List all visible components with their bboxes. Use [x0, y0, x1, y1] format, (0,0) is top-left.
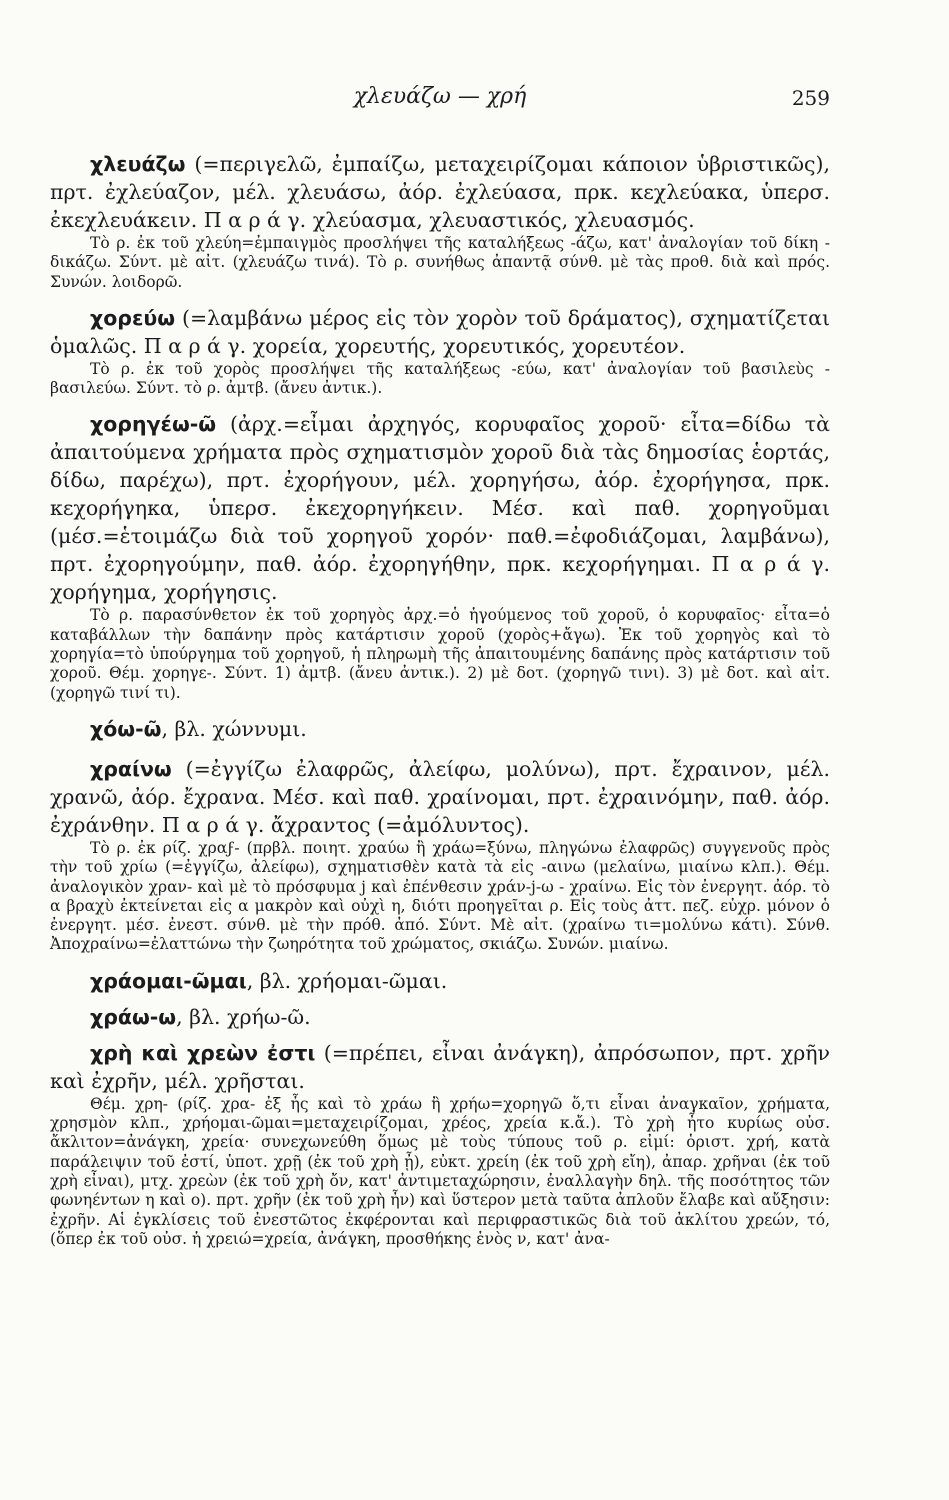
entry-main-text [50, 715, 830, 743]
entry-headword: χλευάζω [90, 152, 186, 176]
entry-definition: (ἀρχ.=εἶμαι ἀρχηγός, κορυφαῖος χοροῦ· εἶτα=δίδω τὰ ἀπαιτούμενα χρήματα πρὸς σχηματισμὸν χοροῦ διὰ τὰς δημοσίας ἑορτάς, δίδω, παρέχω), πρτ. ἐχορήγουν, μέλ. χορηγήσω, ἀόρ. ἐχορήγησα, πρκ. κεχορήγηκα, ὑπερσ. ἐκεχορηγήκειν. Μέσ. καὶ παθ. χορηγοῦμαι (μέσ.=ἑτοιμάζω διὰ τοῦ χορηγοῦ χορόν· παθ.=ἐφοδιάζομαι, λαμβάνω), πρτ. ἐχορηγούμην, παθ. ἀόρ. ἐχορηγήθην, πρκ. κεχορήγημαι. Π α ρ ά γ. χορήγημα, χορήγησις. [50, 412, 830, 605]
entry-definition: (=λαμβάνω μέρος εἰς τὸν χορὸν τοῦ δράματος), σχηματίζεται ὁμαλῶς. Π α ρ ά γ. χορεία, χορευτής, χορευτικός, χορευτέον. [50, 305, 830, 358]
entry-definition: (=ἐγγίζω ἐλαφρῶς, ἀλείφω, μολύνω), πρτ. ἔχραινον, μέλ. χρανῶ, ἀόρ. ἔχρανα. Μέσ. καὶ παθ. χραίνομαι, πρτ. ἐχραινόμην, παθ. ἀόρ. ἐχράνθην. Π α ρ ά γ. ἄχραντος (=ἀμόλυντος). [50, 756, 830, 837]
entry-chraomai [50, 967, 830, 995]
running-head: χλευάζω — χρή [353, 84, 527, 109]
entry-chleuazo [50, 150, 830, 292]
entry-chraino [50, 755, 830, 955]
entry-main-text [50, 755, 830, 839]
entry-etymology: Θέμ. χρη- (ρίζ. χρα- ἐξ ἧς καὶ τὸ χράω ἢ χρήω=χορηγῶ ὅ,τι εἶναι ἀναγκαῖον, χρήματα, χρησμὸν κλπ., χρήομαι-ῶμαι=μεταχειρίζομαι, χρέος, χρεία κ.ἄ.). Τὸ χρὴ ἦτο κυρίως οὐσ. ἄκλιτον=ἀνάγκη, χρεία· συνεχωνεύθη ὅμως μὲ τοὺς τύπους τοῦ ρ. εἰμί: ὁριστ. χρή, κατὰ παράλειψιν τοῦ ἐστί, ὑποτ. χρῇ (ἐκ τοῦ χρὴ ᾖ), εὐκτ. χρείη (ἐκ τοῦ χρὴ εἴη), ἀπαρ. χρῆναι (ἐκ τοῦ χρὴ εἶναι), μτχ. χρεὼν (ἐκ τοῦ χρὴ ὄν, κατ' ἀντιμεταχώρησιν, ἐναλλαγὴν δηλ. τῆς ποσότητος τῶν φωνηέντων η καὶ ο). πρτ. χρῆν (ἐκ τοῦ χρὴ ἦν) καὶ ὕστερον μετὰ ταῦτα ἀπλοῦν ἔλαβε καὶ αὔξησιν: ἐχρῆν. Αἱ ἐγκλίσεις τοῦ ἐνεστῶτος ἐκφέρονται καὶ περιφραστικῶς διὰ τοῦ ἀκλίτου χρεών, τό, (ὅπερ ἐκ τοῦ οὐσ. ἡ χρειώ=χρεία, ἀνάγκη, προσθήκης ἑνὸς ν, κατ' ἀνα- [50, 1094, 830, 1248]
entry-headword: χράομαι-ῶμαι [90, 968, 247, 993]
entry-definition: , βλ. χώννυμι. [161, 716, 307, 741]
dictionary-body [50, 150, 830, 1249]
entry-etymology: Τὸ ρ. ἐκ τοῦ χλεύη=ἐμπαιγμὸς προσλήψει τῆς καταλήξεως -άζω, κατ' ἀναλογίαν τοῦ δίκη - δικάζω. Σύντ. μὲ αἰτ. (χλευάζω τινά). Τὸ ρ. συνήθως ἀπαντᾷ σύνθ. μὲ τὰς προθ. διὰ καὶ πρός. Συνών. λοιδορῶ. [50, 234, 830, 291]
entry-etymology: Τὸ ρ. ἐκ ρίζ. χραϝ- (πρβλ. ποιητ. χραύω ἢ χράω=ξύνω, πληγώνω ἐλαφρῶς) συγγενοῦς πρὸς τὴν τοῦ χρίω (=ἐγγίζω, ἀλείφω), σχηματισθὲν κατὰ τὰ εἰς -αινω (μελαίνω, μιαίνω κλπ.). Θέμ. ἀναλογικὸν χραν- καὶ μὲ τὸ πρόσφυμα j καὶ ἐπένθεσιν χράν-j-ω - χραίνω. Εἰς τὸν ἐνεργητ. ἀόρ. τὸ α βραχὺ ἐκτείνεται εἰς α μακρὸν καὶ οὐχὶ η, διότι προηγεῖται ρ. Εἰς τοὺς ἀττ. πεζ. εὐχρ. μόνον ὁ ἐνεργητ. μέσ. ἐνεστ. σύνθ. μὲ τὴν πρόθ. ἀπό. Σύντ. Μὲ αἰτ. (χραίνω τι=μολύνω κάτι). Σύνθ. Ἀποχραίνω=ἐλαττώνω τὴν ζωηρότητα τοῦ χρώματος, σκιάζω. Συνών. μιαίνω. [50, 838, 830, 954]
entry-chre [50, 1039, 830, 1249]
entry-choreuo [50, 304, 830, 399]
entry-definition: , βλ. χρήομαι-ῶμαι. [246, 968, 448, 993]
entry-main-text [50, 150, 830, 234]
entry-main-text [50, 967, 830, 995]
entry-choo [50, 715, 830, 743]
entry-headword: χρὴ καὶ χρεὼν ἐστι [90, 1040, 316, 1065]
page-header [50, 84, 830, 114]
entry-headword: χορεύω [90, 305, 176, 330]
entry-chrao [50, 1003, 830, 1031]
entry-definition: , βλ. χρήω-ῶ. [176, 1004, 311, 1029]
entry-main-text [50, 410, 830, 606]
entry-main-text [50, 1003, 830, 1031]
entry-headword: χορηγέω-ῶ [90, 412, 217, 437]
entry-headword: χόω-ῶ [90, 716, 162, 741]
entry-etymology: Τὸ ρ. ἐκ τοῦ χορὸς προσλήψει τῆς καταλήξεως -εύω, κατ' ἀναλογίαν τοῦ βασιλεὺς - βασιλεύω. Σύντ. τὸ ρ. ἀμτβ. (ἄνευ ἀντικ.). [50, 359, 830, 398]
entry-main-text [50, 304, 830, 360]
entry-headword: χραίνω [90, 756, 172, 781]
entry-chorego [50, 410, 830, 702]
entry-definition: (=περιγελῶ, ἐμπαίζω, μεταχειρίζομαι κάποιον ὑβριστικῶς), πρτ. ἐχλεύαζον, μέλ. χλευάσω, ἀόρ. ἐχλεύασα, πρκ. κεχλεύακα, ὑπερσ. ἐκεχλευάκειν. Π α ρ ά γ. χλεύασμα, χλευαστικός, χλευασμός. [50, 152, 830, 232]
entry-definition: (=πρέπει, εἶναι ἀνάγκη), ἀπρόσωπον, πρτ. χρῆν καὶ ἐχρῆν, μέλ. χρῆσται. [50, 1040, 830, 1093]
page-number: 259 [791, 86, 830, 110]
dictionary-page [50, 0, 830, 1500]
entry-etymology: Τὸ ρ. παρασύνθετον ἐκ τοῦ χορηγὸς ἀρχ.=ὁ ἡγούμενος τοῦ χοροῦ, ὁ κορυφαῖος· εἶτα=ὁ καταβάλλων τὴν δαπάνην πρὸς κατάρτισιν χοροῦ (χορὸς+ἄγω). Ἐκ τοῦ χορηγὸς καὶ τὸ χορηγία=τὸ ὑπούργημα τοῦ χορηγοῦ, ἡ πληρωμὴ τῆς ἀπαιτουμένης δαπάνης πρὸς κατάρτισιν τοῦ χοροῦ. Θέμ. χορηγε-. Σύντ. 1) ἀμτβ. (ἄνευ ἀντικ.). 2) μὲ δοτ. (χορηγῶ τινι). 3) μὲ δοτ. καὶ αἰτ. (χορηγῶ τινί τι). [50, 606, 830, 702]
entry-main-text [50, 1039, 830, 1095]
entry-headword: χράω-ω [90, 1004, 177, 1029]
